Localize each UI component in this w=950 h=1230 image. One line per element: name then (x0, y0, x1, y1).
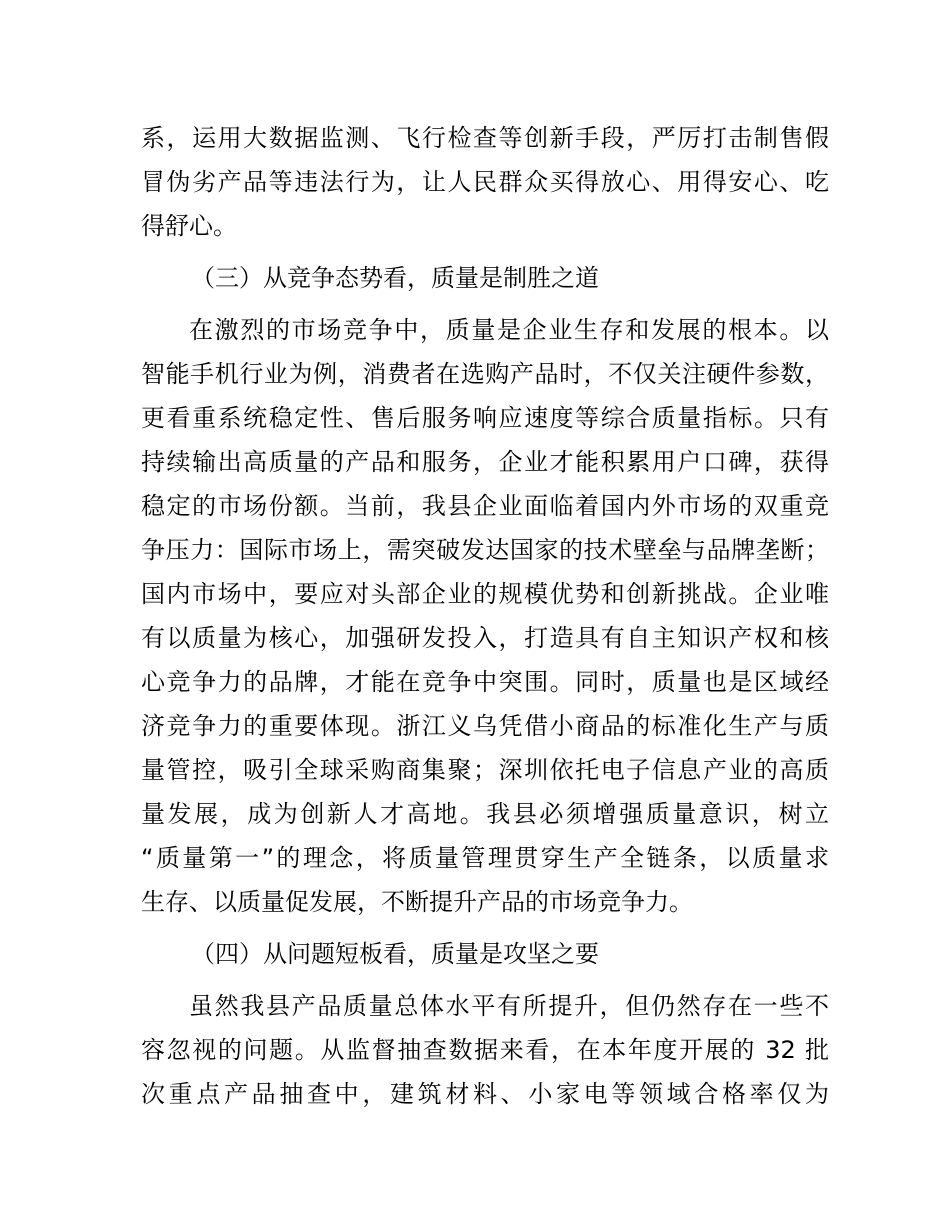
text-line: 国内市场中，要应对头部企业的规模优势和创新挑战。企业唯 (141, 580, 829, 608)
text-line: 更看重系统稳定性、售后服务响应速度等综合质量指标。只有 (141, 404, 829, 432)
text-line: 生存、以质量促发展，不断提升产品的市场竞争力。 (141, 888, 693, 916)
text-line: 冒伪劣产品等违法行为，让人民群众买得放心、用得安心、吃 (141, 168, 829, 196)
text-line: 心竞争力的品牌，才能在竞争中突围。同时，质量也是区域经 (141, 668, 829, 696)
section-heading-3: （三）从竞争态势看，质量是制胜之道 (191, 264, 599, 292)
section-heading-4: （四）从问题短板看，质量是攻坚之要 (191, 940, 599, 968)
text-line: 在激烈的市场竞争中，质量是企业生存和发展的根本。以 (189, 316, 829, 344)
text-line: 争压力：国际市场上，需突破发达国家的技术壁垒与品牌垄断； (141, 536, 829, 564)
text-line: 稳定的市场份额。当前，我县企业面临着国内外市场的双重竞 (141, 492, 829, 520)
paragraph (141, 116, 829, 248)
paragraph (141, 308, 829, 924)
text-line: 济竞争力的重要体现。浙江义乌凭借小商品的标准化生产与质 (141, 712, 829, 740)
text-line: “质量第一”的理念，将质量管理贯穿生产全链条，以质量求 (141, 844, 829, 872)
text-line: 得舒心。 (141, 212, 237, 240)
text-line: 智能手机行业为例，消费者在选购产品时，不仅关注硬件参数， (141, 360, 829, 388)
text-line: 量管控，吸引全球采购商集聚；深圳依托电子信息产业的高质 (141, 756, 829, 784)
text-line: 系，运用大数据监测、飞行检查等创新手段，严厉打击制售假 (141, 124, 829, 152)
text-line: 次重点产品抽查中，建筑材料、小家电等领域合格率仅为 (141, 1080, 829, 1108)
text-line: 虽然我县产品质量总体水平有所提升，但仍然存在一些不 (189, 992, 829, 1020)
text-line: 容忽视的问题。从监督抽查数据来看，在本年度开展的 32 批 (141, 1036, 829, 1064)
text-line: 量发展，成为创新人才高地。我县必须增强质量意识，树立 (141, 800, 829, 828)
document-page (141, 116, 829, 1116)
text-line: 持续输出高质量的产品和服务，企业才能积累用户口碑，获得 (141, 448, 829, 476)
text-line: 有以质量为核心，加强研发投入，打造具有自主知识产权和核 (141, 624, 829, 652)
paragraph (141, 984, 829, 1116)
